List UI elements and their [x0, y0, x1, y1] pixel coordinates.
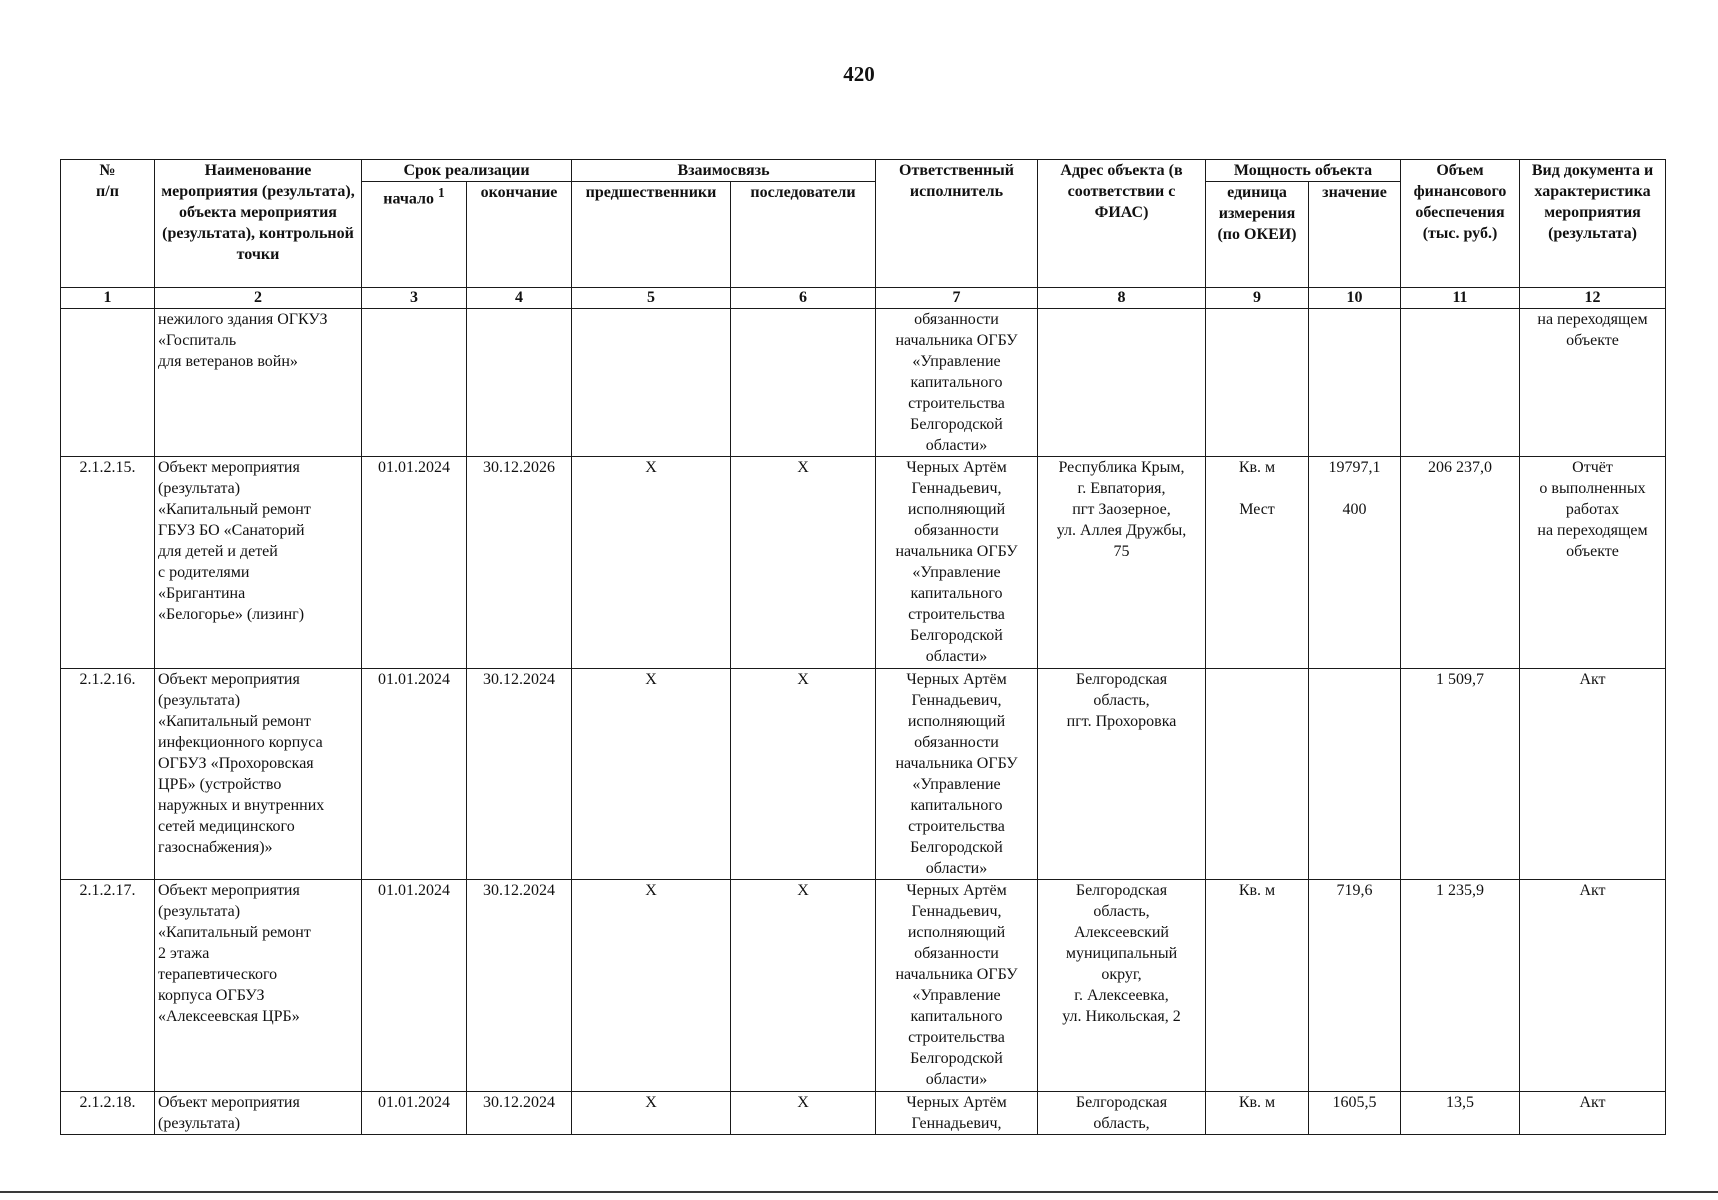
row-num: 2.1.2.16. [61, 669, 155, 880]
header-link: Взаимосвязь [572, 160, 876, 182]
row-next [731, 309, 876, 457]
page-number: 420 [843, 62, 875, 86]
header-link-next: последователи [731, 182, 876, 288]
column-number: 12 [1520, 288, 1666, 309]
column-number: 4 [467, 288, 572, 309]
row-finance: 1 235,9 [1401, 880, 1520, 1092]
row-finance: 13,5 [1401, 1092, 1520, 1135]
row-num [61, 309, 155, 457]
row-finance [1401, 309, 1520, 457]
row-name: Объект мероприятия (результата) «Капитальный ремонт ГБУЗ БО «Санаторий для детей и детей с родителями «Бригантина «Белогорье» (лизинг) [155, 457, 362, 669]
row-responsible: Черных Артём Геннадьевич, исполняющий обязанности начальника ОГБУ «Управление капитального строительства Белгородской области» [876, 880, 1038, 1092]
row-address [1038, 309, 1206, 457]
row-prev: Х [572, 669, 731, 880]
row-value: 1605,5 [1309, 1092, 1401, 1135]
row-start: 01.01.2024 [362, 457, 467, 669]
header-term-start-label: начало [383, 190, 435, 208]
header-name: Наименование мероприятия (результата), объекта мероприятия (результата), контрольной точки [155, 160, 362, 288]
column-number: 1 [61, 288, 155, 309]
row-value: 19797,1 400 [1309, 457, 1401, 669]
row-name: Объект мероприятия (результата) [155, 1092, 362, 1135]
table-row [61, 1092, 1666, 1135]
row-start: 01.01.2024 [362, 880, 467, 1092]
row-doc: Акт [1520, 669, 1666, 880]
row-name: Объект мероприятия (результата) «Капитальный ремонт 2 этажа терапевтического корпуса ОГБУЗ «Алексеевская ЦРБ» [155, 880, 362, 1092]
row-address: Белгородская область, пгт. Прохоровка [1038, 669, 1206, 880]
row-prev [572, 309, 731, 457]
row-value [1309, 309, 1401, 457]
table-row [61, 457, 1666, 669]
row-end: 30.12.2024 [467, 1092, 572, 1135]
column-number: 5 [572, 288, 731, 309]
row-responsible: Черных Артём Геннадьевич, исполняющий обязанности начальника ОГБУ «Управление капитального строительства Белгородской области» [876, 457, 1038, 669]
column-number: 8 [1038, 288, 1206, 309]
row-end: 30.12.2024 [467, 669, 572, 880]
header-term-end: окончание [467, 182, 572, 288]
row-finance: 1 509,7 [1401, 669, 1520, 880]
table-row [61, 669, 1666, 880]
row-responsible: обязанности начальника ОГБУ «Управление капитального строительства Белгородской области» [876, 309, 1038, 457]
footnote-mark: 1 [438, 185, 445, 200]
row-doc: на переходящем объекте [1520, 309, 1666, 457]
row-next: Х [731, 669, 876, 880]
row-doc: Акт [1520, 880, 1666, 1092]
row-end: 30.12.2024 [467, 880, 572, 1092]
row-end: 30.12.2026 [467, 457, 572, 669]
row-unit: Кв. м [1206, 1092, 1309, 1135]
row-unit [1206, 309, 1309, 457]
header-address: Адрес объекта (в соответствии с ФИАС) [1038, 160, 1206, 288]
header-responsible: Ответственный исполнитель [876, 160, 1038, 288]
row-responsible: Черных Артём Геннадьевич, [876, 1092, 1038, 1135]
table-row [61, 880, 1666, 1092]
row-unit: Кв. м Мест [1206, 457, 1309, 669]
column-number: 2 [155, 288, 362, 309]
row-next: Х [731, 457, 876, 669]
row-finance: 206 237,0 [1401, 457, 1520, 669]
row-address: Белгородская область, [1038, 1092, 1206, 1135]
header-link-prev: предшественники [572, 182, 731, 288]
table-row [61, 309, 1666, 457]
row-unit [1206, 669, 1309, 880]
row-address: Белгородская область, Алексеевский муниципальный округ, г. Алексеевка, ул. Никольская, 2 [1038, 880, 1206, 1092]
row-prev: Х [572, 457, 731, 669]
row-num: 2.1.2.15. [61, 457, 155, 669]
column-number: 3 [362, 288, 467, 309]
row-doc: Акт [1520, 1092, 1666, 1135]
row-start [362, 309, 467, 457]
row-start: 01.01.2024 [362, 669, 467, 880]
column-number: 9 [1206, 288, 1309, 309]
row-end [467, 309, 572, 457]
column-number: 11 [1401, 288, 1520, 309]
page-bottom-rule [0, 1191, 1718, 1193]
header-term-start [362, 182, 467, 288]
row-value [1309, 669, 1401, 880]
row-name: Объект мероприятия (результата) «Капитальный ремонт инфекционного корпуса ОГБУЗ «Прохоровская ЦРБ» (устройство наружных и внутренних сетей медицинского газоснабжения)» [155, 669, 362, 880]
row-unit: Кв. м [1206, 880, 1309, 1092]
column-number: 10 [1309, 288, 1401, 309]
events-table [60, 159, 1666, 1135]
header-capacity-unit: единица измерения (по ОКЕИ) [1206, 182, 1309, 288]
row-start: 01.01.2024 [362, 1092, 467, 1135]
row-next: Х [731, 1092, 876, 1135]
row-num: 2.1.2.18. [61, 1092, 155, 1135]
row-prev: Х [572, 1092, 731, 1135]
row-prev: Х [572, 880, 731, 1092]
table-container [60, 159, 1666, 1135]
row-name: нежилого здания ОГКУЗ «Госпиталь для ветеранов войн» [155, 309, 362, 457]
row-address: Республика Крым, г. Евпатория, пгт Заозерное, ул. Аллея Дружбы, 75 [1038, 457, 1206, 669]
column-number: 7 [876, 288, 1038, 309]
row-next: Х [731, 880, 876, 1092]
row-value: 719,6 [1309, 880, 1401, 1092]
row-responsible: Черных Артём Геннадьевич, исполняющий обязанности начальника ОГБУ «Управление капитального строительства Белгородской области» [876, 669, 1038, 880]
header-finance: Объем финансового обеспечения (тыс. руб.) [1401, 160, 1520, 288]
header-capacity: Мощность объекта [1206, 160, 1401, 182]
row-doc: Отчёт о выполненных работах на переходящем объекте [1520, 457, 1666, 669]
column-number: 6 [731, 288, 876, 309]
header-capacity-value: значение [1309, 182, 1401, 288]
row-num: 2.1.2.17. [61, 880, 155, 1092]
header-num: № п/п [61, 160, 155, 288]
header-term: Срок реализации [362, 160, 572, 182]
header-doc-type: Вид документа и характеристика мероприятия (результата) [1520, 160, 1666, 288]
